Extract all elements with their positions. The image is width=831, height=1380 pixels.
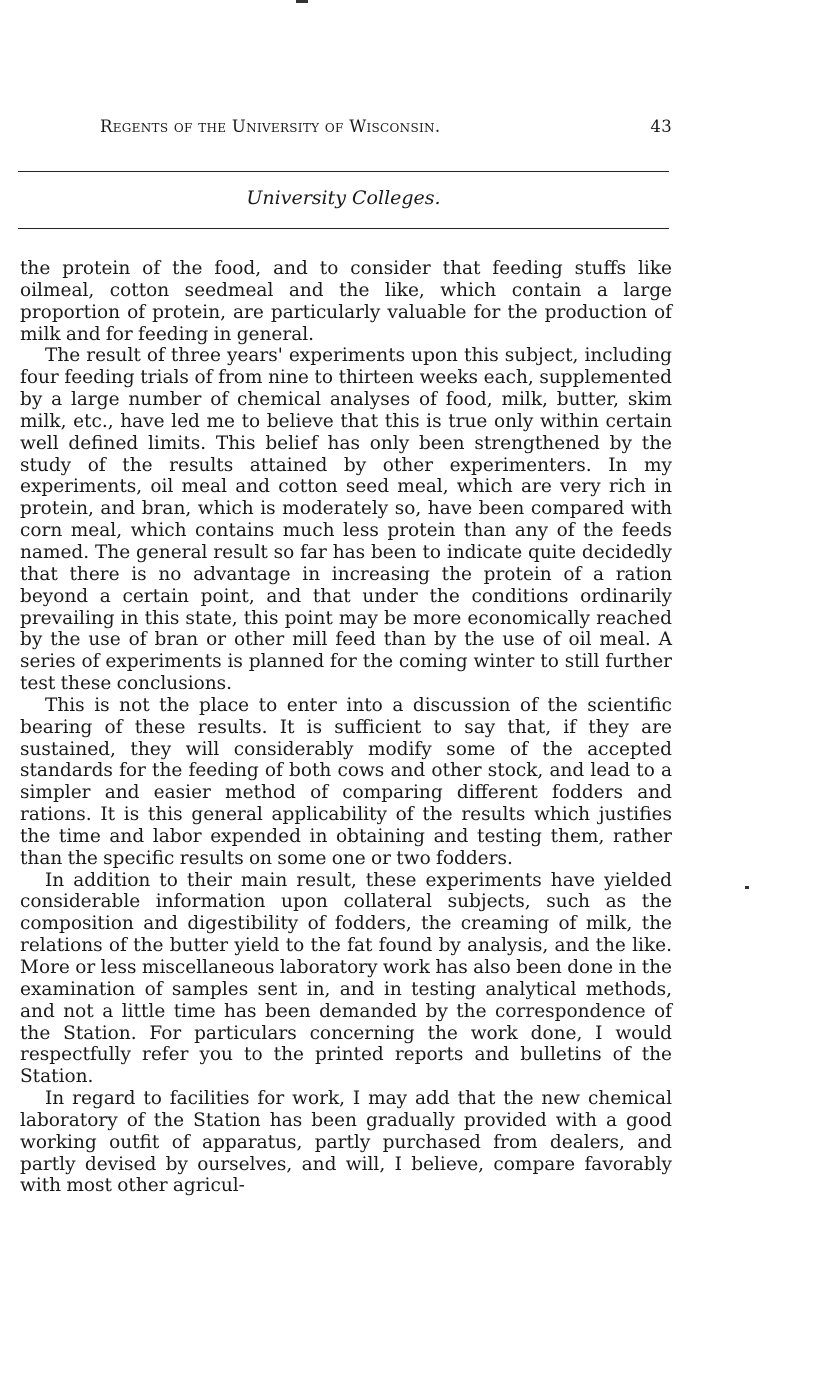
section-title: University Colleges. xyxy=(246,187,441,209)
paragraph-scientific-bearing: This is not the place to enter into a discussion of the scientific bearing of these results. It is sufficient to say that, if they are sustained, they will considerably modify some of the accepted standards for the feeding of both cows and other stock, and lead to a simpler and easier method of comparing different fodders and rations. It is this general applicability of the results which justifies the time and labor expended in obtaining and testing them, rather than the specific results on some one or two fodders. xyxy=(20,694,672,869)
running-head xyxy=(100,117,672,141)
body-text xyxy=(20,258,672,1197)
bottom-rule xyxy=(18,228,669,229)
paragraph-experiments: The result of three years' experiments upon this subject, including four feeding trials of from nine to thirteen weeks each, supplemented by a large number of chemical analyses of food, milk, butter, skim milk, etc., have led me to believe that this is true only within certain well defined limits. This belief has only been strengthened by the study of the results attained by other experimenters. In my experiments, oil meal and cotton seed meal, which are very rich in protein, and bran, which is moderately so, have been compared with corn meal, which contains much less protein than any of the feeds named. The general result so far has been to indicate quite decidedly that there is no advantage in increasing the protein of a ration beyond a certain point, and that under the conditions ordinarily prevailing in this state, this point may be more economically reached by the use of bran or other mill feed than by the use of oil meal. A series of experiments is planned for the coming winter to still further test these conclusions. xyxy=(20,345,672,695)
page-number: 43 xyxy=(650,117,672,136)
top-rule xyxy=(18,171,669,172)
paragraph-continued: the protein of the food, and to consider that feeding stuffs like oilmeal, cotton seedmeal and the like, which contain a large proportion of protein, are particularly valuable for the production of milk and for feeding in general. xyxy=(20,258,672,345)
paragraph-facilities: In regard to facilities for work, I may add that the new chemical laboratory of the Station has been gradually provided with a good working outfit of apparatus, partly purchased from dealers, and partly devised by ourselves, and will, I believe, compare favorably with most other agricul- xyxy=(20,1088,672,1197)
running-title: Regents of the University of Wisconsin. xyxy=(100,117,441,136)
paragraph-collateral-subjects: In addition to their main result, these experiments have yielded considerable information upon collateral subjects, such as the composition and digestibility of fodders, the creaming of milk, the relations of the butter yield to the fat found by analysis, and the like. More or less miscellaneous laboratory work has also been done in the examination of samples sent in, and in testing analytical methods, and not a little time has been demanded by the correspondence of the Station. For particulars concerning the work done, I would respectfully refer you to the printed reports and bulletins of the Station. xyxy=(20,869,672,1088)
print-mark xyxy=(296,0,308,3)
print-speck xyxy=(745,886,749,889)
